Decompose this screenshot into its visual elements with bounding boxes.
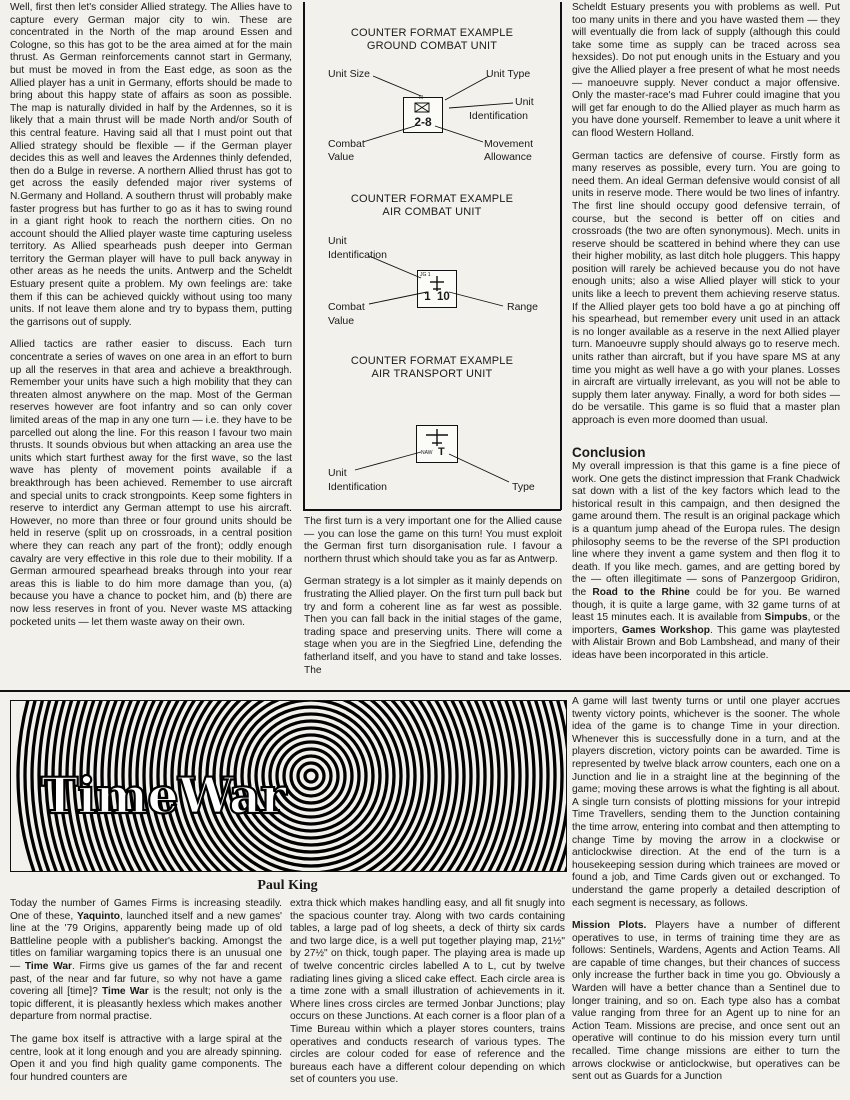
paragraph-mission-plots	[572, 920, 840, 1084]
label-air-combat-2: Value	[328, 315, 355, 327]
yaquinto-name: Yaquinto	[77, 910, 121, 922]
intro-text-a: Today the number of Games Firms is increasing steadily. One of these,	[10, 898, 282, 922]
road-to-rhine-title: Road to the Rhine	[592, 586, 690, 598]
intro-text-d: is the result; not only is the topic different, it is pleasantly hexless which makes another departure from normal practise.	[10, 986, 283, 1023]
ground-leader-lines	[303, 0, 561, 200]
paragraph-scheldt: Scheldt Estuary presents you with problems as well. Put too many units in there and you have wasted them — they will eventually die from lack of supply (although this could take some time as supply can be traced across sea hexsides). Do not put enough units in the Estuary and you give the Allied player a free present of what he most needs — manoeuvre supply. Never conduct a major offensive. Only the master-race's mad Fuhrer could imagine that you will get far enough to do the Allied player as much harm as you have done yourself. Remember to leave a unit where it can flood Western Holland.	[572, 2, 840, 139]
label-movement-1: Movement	[484, 138, 534, 150]
left-column	[10, 2, 292, 639]
ground-counter-size: III	[419, 95, 424, 101]
spiral-graphic	[11, 701, 566, 871]
right-column	[572, 2, 840, 438]
air-counter-id: JG 1	[420, 272, 431, 278]
transport-counter-type: T	[438, 446, 445, 458]
paragraph-conclusion	[572, 461, 840, 663]
paragraph-first-turn: The first turn is a very important one for the Allied cause — you can lose the game on this turn! You must exploit the German first turn disorganisation rule. I favour a northern thrust which should take you as far as Antwerp.	[304, 516, 562, 565]
label-ground-combat-2: Value	[328, 151, 355, 163]
label-range: Range	[507, 301, 538, 313]
transport-title-line2: AIR TRANSPORT UNIT	[371, 368, 493, 380]
air-title-line1: COUNTER FORMAT EXAMPLE	[350, 193, 514, 205]
transport-diagram-title	[306, 355, 558, 381]
intro-text-c: . Firms give us games of the far and recent past, of the near and far future, so why not have a game covering all [time]?	[10, 960, 282, 998]
article-column-left	[10, 898, 282, 1094]
label-ground-unit-id-2: Identification	[469, 110, 528, 122]
transport-counter-id: NAW	[421, 450, 433, 456]
label-ground-combat-1: Combat	[328, 138, 365, 150]
label-unit-type: Unit Type	[486, 68, 531, 80]
simpubs-name: Simpubs	[764, 612, 808, 624]
conclusion-heading: Conclusion	[572, 445, 646, 460]
games-workshop-name: Games Workshop	[621, 624, 710, 636]
air-title-line2: AIR COMBAT UNIT	[382, 206, 482, 218]
time-war-title: TimeWar	[41, 766, 286, 825]
ground-title-line2: GROUND COMBAT UNIT	[366, 40, 498, 52]
article-column-right	[572, 696, 840, 1094]
conclusion-text-a: My overall impression is that this game is a fine piece of work. One gets the distinct impression that Frank Chadwick sat down with a list of the key factors which lead to the historical result in this campaign, and then designed the game around them. The result is an original package which is a quantum jump ahead of the Europa rules. The design philosophy seems to be the reverse of the SPI production line where they invent a game system and then flog it to death. If you like mech. games, and are getting bored by the — often illegitimate — sons of Panzergoop Gridiron, the	[572, 461, 840, 598]
time-war-name-1: Time War	[24, 960, 72, 972]
label-air-combat-1: Combat	[328, 301, 365, 313]
intro-text-b: , launched itself and a new games' line at the '79 Origins, apparently being made up of old Battleline people with a publisher's backing. Amongst the titles on familiar wargaming topics there is an unusual one —	[10, 910, 282, 972]
conclusion-text-c: , or the importers,	[572, 612, 840, 636]
ground-title-line1: COUNTER FORMAT EXAMPLE	[350, 27, 514, 39]
label-ground-unit-id-1: Unit	[515, 96, 534, 108]
air-leader-lines	[303, 200, 561, 340]
time-war-name-2: Time War	[102, 986, 149, 998]
label-transport-unit-id-2: Identification	[328, 481, 387, 493]
paragraph-allied-strategy: Well, first then let's consider Allied strategy. The Allies have to capture every German major city to win. These are concentrated in the North of the map around Essen and Cologne, so this has got to be the area aimed at for the main thrust. As German reinforcements cannot start in Germany, but must be moved in from the East edge, as soon as the Allied player has a unit in Germany, efforts should be made to bring about this happy state of affairs as soon as possible. The map is naturally divided in half by the Ardennes, so it is likely that a main thrust will be made North and/or South of this central feature. Having said all that I must point out that Allied strategy should be flexible — if the German player decides this as well and leaves the Ardennes thinly defended, then do a Bulge in reverse. A northern Allied thrust has got to get across the easily defended major river systems of N.Germany and Holland. A southern thrust will probably make faster progress but has further to go as it has to swing round in a giant right hook to reach the northern cities. On no account should the Allied player waste time capturing useless territory. As Allied spearheads push deeper into German territory the German player will have to pull back anyway in other areas as he needs the units. Antwerp and the Scheldt Estuary present quite a problem. My own feelings are: take them if this can be achieved quickly without using too many units. If not leave them alone and try to bypass them, putting the garrisons out of supply.	[10, 2, 292, 328]
article-author: Paul King	[257, 878, 318, 893]
paragraph-german-strategy: German strategy is a lot simpler as it mainly depends on frustrating the Allied player. On the first turn pull back but try and form a coherent line as far west as possible. Then you can fall back in the initial stages of the game, trading space and preserving units. There will come a stage when you are in the Siegfried Line, defending the fatherland itself, and you have to stand and take losses. The	[304, 576, 562, 676]
ground-counter-value: 2-8	[414, 115, 432, 129]
label-air-unit-id-2: Identification	[328, 249, 387, 261]
label-transport-unit-id-1: Unit	[328, 467, 347, 479]
conclusion-text-d: . This game was playtested with Alistair Brown and Bob Lambshead, and many of their ideas have been incorporated in this article.	[572, 624, 840, 661]
section-divider	[0, 690, 850, 692]
paragraph-german-tactics: German tactics are defensive of course. Firstly form as many reserves as possible, every turn. You are going to need them. An ideal German defensive would consist of all units in reserve mode. There would be two lines of infantry. The first line should occupy good defensive terrain, of course, but the second is better off on cities and crossroads (the two are often synonymous). Mech. units in reserve should be scattered in behind where they can use their higher mobility, as last ditch hole pluggers. This happy position will rarely be achieved because you do not have enough units; also a wise Allied player will stick to your units like a leech to prevent them achieving reserve status. If the Allied player gets too bold have a go at pinching off his spearhead, but remember every unit used in an attack is no longer available as a reserve in the next Allied player turn. Manoeuvre supply should always go to reserve mech. units rather than aircraft, but if you have spare MS at any time you might as well have a go with your planes. Losses in aircraft are virtually irrelevant, as you will not be able to supply them later anyway. Finally, a word for both sides — do be versatile. This game is so fluid that a master plan approach is even more doomed than usual.	[572, 150, 840, 426]
label-air-unit-id-1: Unit	[328, 235, 347, 247]
transport-title-line1: COUNTER FORMAT EXAMPLE	[350, 355, 514, 367]
mission-plots-heading: Mission Plots.	[572, 920, 647, 932]
paragraph-allied-tactics: Allied tactics are rather easier to discuss. Each turn concentrate a series of waves on one area in an effort to burn up all the reserves in that area and achieve a breakthrough. Remember your units have such a high mobility that they can threaten almost anywhere on the map. Most of the German reserves however are foot infantry and so can only cover limited areas of the map in any one turn — i.e. they have to be parcelled out along the line. For this reason I favour two main thrusts. It sounds obvious but when attacking an area use the units which start furthest away for the first wave, so the last wave has plenty of movement points available if a breakthrough has been achieved. Remember to use aircraft and special units to crack strongpoints. Keep some fighters in reserve to interdict any German attempt to use his aircraft. However, no more than three or four ground units should be held in reserve (split up on crossroads, in a central position where they can reach any part of the front); oddly enough cavalry are very effective in this role due to their mobility. If a German armoured spearhead breaks through into your rear areas this is liable to do him more damage than you, (a) because you have a chance to pocket him, and (b) there are now less reserves in front of you. Never waste MS attacking pocketed units — let them waste away on their own.	[10, 339, 292, 628]
conclusion-column	[572, 461, 840, 673]
article-column-middle	[290, 898, 565, 1097]
paragraph-game-box: The game box itself is attractive with a large spiral at the centre, look at it long enough and you are already spinning. Open it and you find high quality game components. The four hundred counters are	[10, 1033, 282, 1083]
transport-leader-lines	[303, 420, 561, 500]
label-transport-type: Type	[512, 481, 535, 493]
label-unit-size: Unit Size	[328, 68, 371, 80]
paragraph-intro	[10, 898, 282, 1024]
mission-plots-text: Players have a number of different operatives to use, in terms of training time they are as follows: Sentinels, Wardens, Agents and Action Teams. All are capable of time changes, but their chances of success only increase the further back in time you go. Obviously a Warden will have a better chance than a Sentinel due to longer training, and so on. Each type also has a combat value ranging from three for an Agent up to nine for an Action Team. Missions are precise, and once sent out an operative will continue to do his mission every turn until recalled. Time change missions are either to turn the arrows clockwise or anticlockwise, but operatives can be sent out as Guards for a Junction	[572, 920, 840, 1083]
middle-column	[304, 516, 562, 687]
conclusion-text-b: could be for you. Be warned though, it is quite a large game, with 32 game turns of at least 15 minutes each. It is available from	[572, 586, 841, 624]
paragraph-components: extra thick which makes handling easy, and all fit snugly into the spacious counter tray. Along with two cards containing tables, a large pad of log sheets, a deck of thirty six cards and two large dice, is a well put together playing map, 21½" by 27½" on thick, tough paper. The playing area is made up of twelve concentric circles labelled A to L, cut by twelve radiating lines giving a sliced cake effect. Each circle area is a time zone with a small illustration of achievements in it. Where lines cross circles are termed Jonbar Junctions; play occurs on these Junctions. At each corner is a floor plan of a Time Bureau within which a player stores counters, trains operatives and conducts research of various types. The circles are colour coded for ease of reference and the bureaus each have a different colour depending on which set of counters you use.	[290, 898, 565, 1086]
diagram-box-bottom-border	[303, 509, 561, 511]
paragraph-game-overview: A game will last twenty turns or until one player accrues twenty victory points, whichever is the sooner. The whole idea of the game is to change Time in your direction. Whenever this is successfully done in a turn, and at the players discretion, victory points can be awarded. Time is represented by twelve black arrow counters, each one on a Junction and lie in a straight line at the beginning of the game; moving these arrows is what the fighting is all about. A single turn consists of plotting missions for your intrepid Time Travellers, sending them to the Junction containing the time arrow, entering into combat and then attempting to change Time by moving the arrow in a clockwise or anticlockwise direction. At the end of the turn is a housekeeping session during which trainees are moved or found a job, and Time Cards given out or exchanged. To understand the game properly a detailed description of each segment is necessary, as follows.	[572, 696, 840, 909]
label-movement-2: Allowance	[484, 151, 532, 163]
air-counter-value: 1 10	[424, 291, 450, 303]
time-war-banner	[10, 700, 567, 872]
